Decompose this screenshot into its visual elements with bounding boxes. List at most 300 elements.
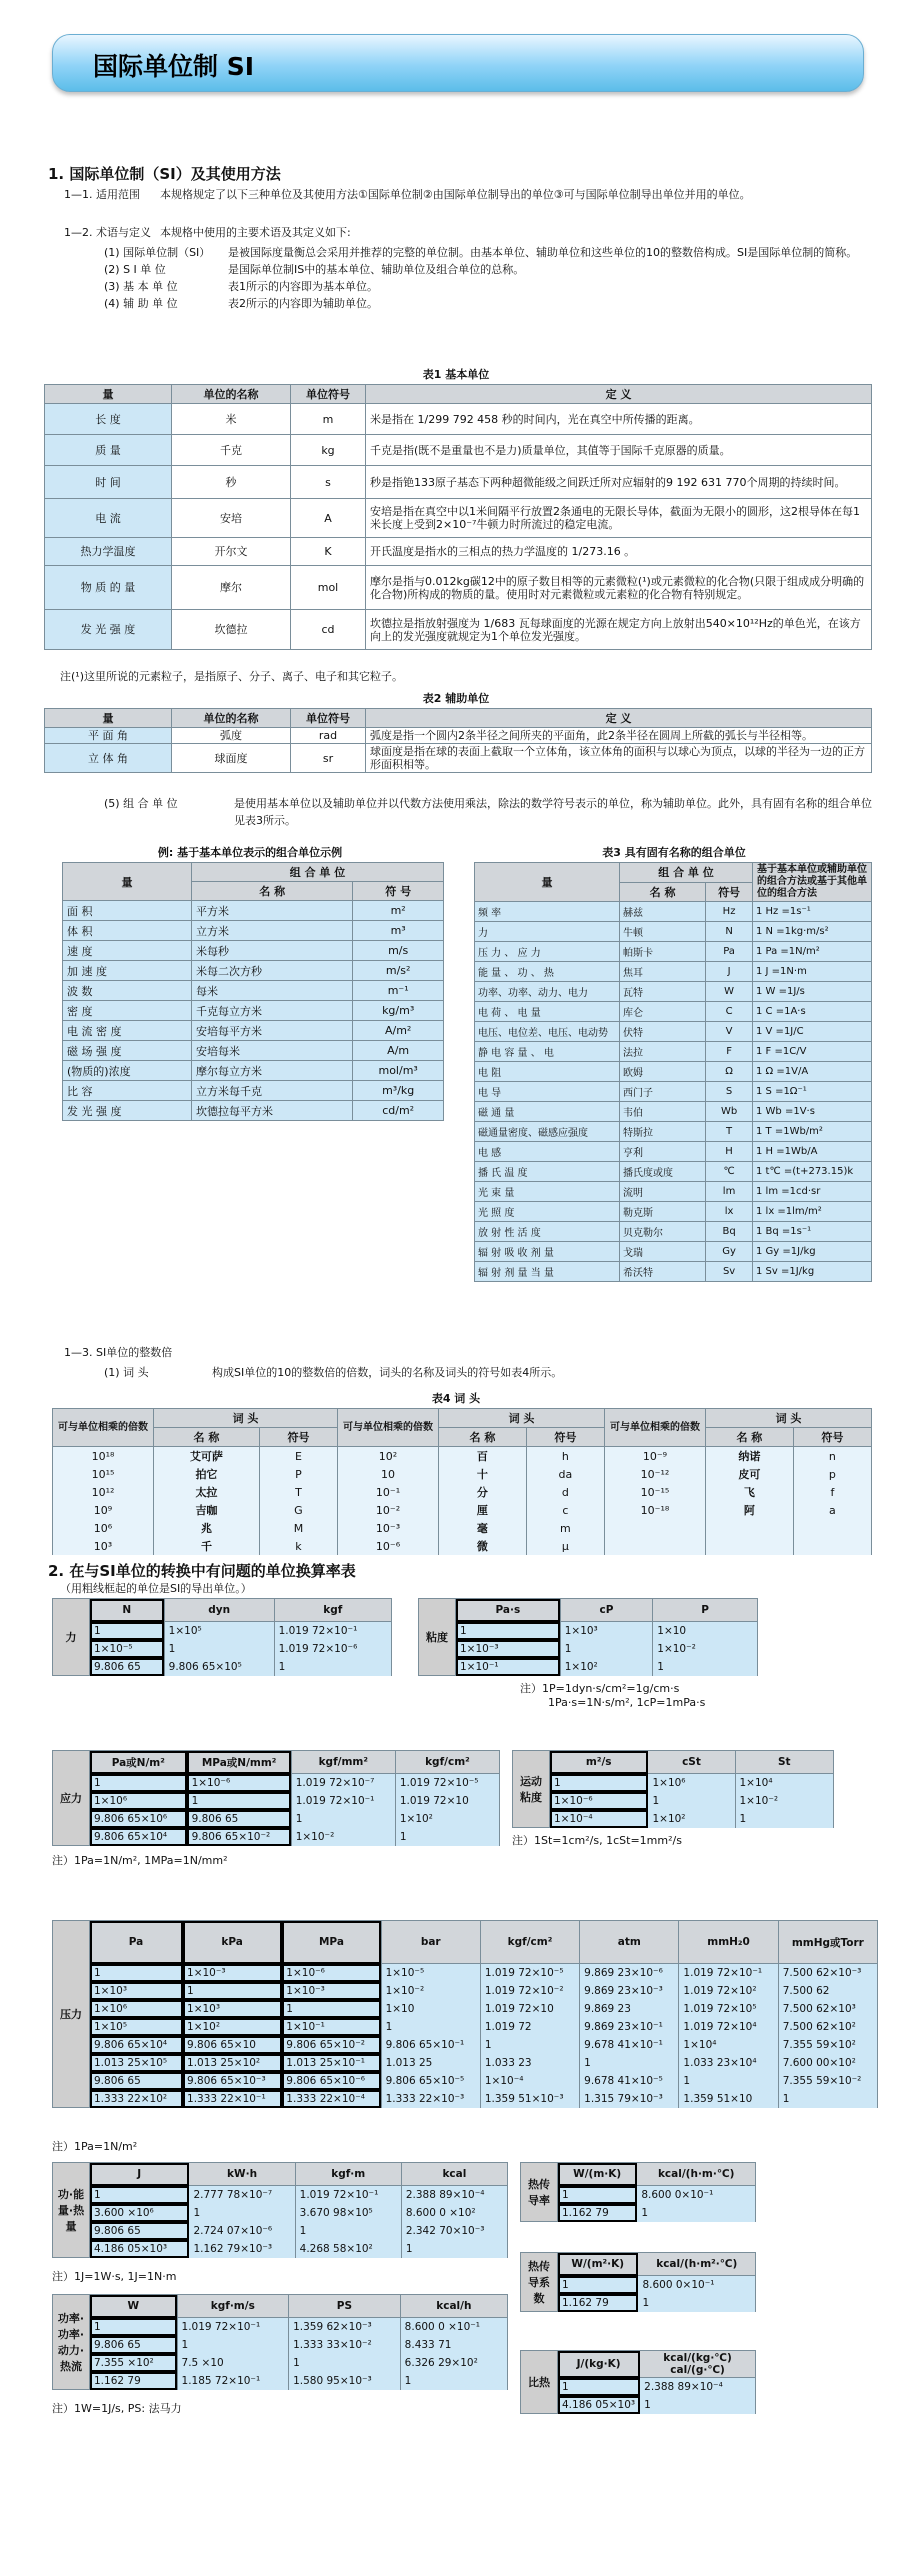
table-row [53, 1828, 500, 1846]
table-row [53, 1982, 878, 2000]
conversion-value: 9.806 65 [90, 1658, 165, 1676]
table-row [63, 981, 444, 1001]
conversion-value: 7.500 62 [778, 1982, 877, 2000]
conversion-value: 1 [558, 2276, 638, 2294]
unit-name-cell: 贝克勒尔 [620, 1222, 706, 1242]
unit-symbol-cell: m² [353, 901, 444, 921]
definition-term: (1) 国际单位制（SI） [104, 246, 211, 259]
t2-caption: 表2 辅助单位 [422, 692, 490, 705]
definition-term: (2) S I 单 位 [104, 263, 166, 276]
unit-symbol-cell: F [706, 1042, 753, 1062]
def5-value: 是使用基本单位以及辅助单位并以代数方法使用乘法，除法的数学符号表示的单位，称为辅助单位。此外，具有固有名称的组合单位见表3所示。 [234, 797, 872, 827]
kinematic-viscosity-table [512, 1750, 834, 1828]
table-row [419, 1658, 758, 1676]
conversion-value: 1×10⁻⁴ [480, 2072, 579, 2090]
definition-cell: 1 V =1J/C [753, 1022, 872, 1042]
conversion-value: 1.359 51×10 [679, 2090, 778, 2108]
quantity-cell: 立 体 角 [45, 744, 172, 773]
unit-symbol-cell: W [706, 982, 753, 1002]
quantity-cell: 播 氏 温 度 [475, 1162, 620, 1182]
energy-conversion-table [52, 2162, 508, 2258]
unit-name-cell: 平方米 [192, 901, 353, 921]
section1-heading: 1. 国际单位制（SI）及其使用方法 [48, 165, 281, 183]
conversion-value: 1.019 72×10⁵ [679, 2000, 778, 2018]
unit-name-cell: 米每秒 [192, 941, 353, 961]
unit-header: W [90, 2295, 178, 2318]
conversion-value: 1 [558, 2186, 637, 2204]
definition-cell: 1 S =1Ω⁻¹ [753, 1082, 872, 1102]
unit-name-cell: 亨利 [620, 1142, 706, 1162]
unit-symbol-cell: Sv [706, 1262, 753, 1282]
conversion-value: 1.013 25×10⁵ [90, 2054, 183, 2072]
conversion-value: 9.806 65 [187, 1810, 291, 1828]
conversion-value: 1 [401, 2240, 507, 2258]
unit-symbol-cell: A/m² [353, 1021, 444, 1041]
conversion-value: 3.600 ×10⁶ [90, 2204, 189, 2222]
definition-text: 是被国际度量衡总会采用并推荐的完整的单位制。由基本单位、辅助单位和这些单位的10的整数倍构成。SI是国际单位制的简称。 [228, 246, 858, 259]
prefix-symbol-cell: a [793, 1501, 871, 1519]
table-row [53, 1622, 392, 1640]
table-row [63, 1081, 444, 1101]
conversion-value: 1 [381, 2018, 480, 2036]
column-header: 单位符号 [291, 709, 366, 728]
multiplier-cell: 10⁻⁶ [338, 1537, 439, 1555]
conversion-value: 1.019 72×10⁻¹ [679, 1964, 778, 1982]
prefix-name-cell: 皮可 [705, 1465, 793, 1483]
conversion-value: 9.806 65×10⁴ [90, 2036, 183, 2054]
table4-prefixes [52, 1408, 872, 1555]
table-row [53, 2354, 508, 2372]
unit-header: kgf·m/s [177, 2295, 289, 2318]
unit-header: kcal/(h·m·℃) [637, 2163, 756, 2186]
quantity-cell: 辐 射 剂 量 当 量 [475, 1262, 620, 1282]
table-row [513, 1751, 834, 1774]
unit-header: J [90, 2163, 189, 2186]
prefix-symbol-cell [793, 1519, 871, 1537]
value-cell: s [291, 466, 366, 499]
table-row [521, 2253, 756, 2276]
multiplier-cell: 10⁻³ [338, 1519, 439, 1537]
conversion-value: 1.162 79×10⁻³ [189, 2240, 295, 2258]
table-row [53, 2163, 508, 2186]
conversion-value: 1 [90, 1622, 165, 1640]
table-row [475, 1182, 872, 1202]
prefix-symbol-cell [793, 1537, 871, 1555]
viscosity-conversion-table [418, 1598, 758, 1676]
conversion-value: 7.5 ×10 [177, 2354, 289, 2372]
prefix-name-cell: 百 [439, 1447, 527, 1466]
definition-cell: 1 N =1kg·m/s² [753, 922, 872, 942]
table2-supplementary-units [44, 708, 872, 773]
r11-label: 1—1. 适用范围 [64, 188, 140, 201]
table-row [45, 728, 872, 744]
s13-label: 1—3. SI单位的整数倍 [64, 1346, 173, 1359]
table-row [53, 1921, 878, 1964]
prefix-symbol-cell: n [793, 1447, 871, 1466]
unit-header: PS [289, 2295, 401, 2318]
value-cell: 坎德拉 [172, 610, 291, 650]
conversion-value: 1×10⁻² [653, 1640, 758, 1658]
unit-symbol-cell: m/s² [353, 961, 444, 981]
table-row [63, 1001, 444, 1021]
unit-header: MPa或N/mm² [187, 1751, 291, 1774]
quantity-cell: 质 量 [45, 435, 172, 466]
unit-symbol-cell: lx [706, 1202, 753, 1222]
section2-sub: （用粗线框起的单位是SI的导出单位。） [60, 1582, 252, 1595]
table-row [53, 2295, 508, 2318]
table-row [475, 863, 872, 883]
conversion-value: 7.355 59×10² [778, 2036, 877, 2054]
column-header: 名 称 [705, 1428, 793, 1447]
definition-cell: 1 W =1J/s [753, 982, 872, 1002]
prefix-name-cell: 艾可萨 [154, 1447, 260, 1466]
conversion-value: 1.162 79 [558, 2204, 637, 2222]
conversion-value: 1.019 72×10 [480, 2000, 579, 2018]
conversion-value: 1 [580, 2054, 679, 2072]
definition-term: (4) 辅 助 单 位 [104, 297, 178, 310]
table-row [63, 941, 444, 961]
conversion-value: 1×10³ [183, 2000, 282, 2018]
conversion-value: 9.806 65×10⁴ [90, 1828, 188, 1846]
t3-caption: 表3 具有固有名称的组合单位 [602, 846, 746, 859]
prefix-symbol-cell: d [526, 1483, 604, 1501]
definition-item [104, 278, 872, 295]
column-header: 名 称 [154, 1428, 260, 1447]
ex-caption: 例: 基于基本单位表示的组合单位示例 [157, 846, 343, 859]
conversion-value: 1×10² [183, 2018, 282, 2036]
unit-header: kgf/cm² [480, 1921, 579, 1964]
definition-cell: 1 Gy =1J/kg [753, 1242, 872, 1262]
unit-symbol-cell: Bq [706, 1222, 753, 1242]
table-row [63, 1021, 444, 1041]
unit-symbol-cell: cd/m² [353, 1101, 444, 1121]
quantity-cell: 电压、电位差、电压、电动势 [475, 1022, 620, 1042]
quantity-label: 运动粘度 [513, 1751, 550, 1828]
conversion-value: 1.019 72×10⁴ [679, 2018, 778, 2036]
quantity-cell: 光 束 量 [475, 1182, 620, 1202]
conversion-value: 9.806 65×10⁻² [187, 1828, 291, 1846]
definition-cell: 米是指在 1/299 792 458 秒的时间内，光在真空中所传播的距离。 [366, 404, 872, 435]
multiplier-cell: 10¹⁵ [53, 1465, 154, 1483]
table-row [53, 1501, 872, 1519]
column-header: 名 称 [439, 1428, 527, 1447]
conversion-value: 1.359 51×10⁻³ [480, 2090, 579, 2108]
table-row [53, 2336, 508, 2354]
multiplier-cell [604, 1537, 705, 1555]
conversion-value: 1×10⁴ [735, 1774, 834, 1792]
conversion-value: 1 [187, 1792, 291, 1810]
thermal-conductivity-table [520, 2162, 756, 2222]
unit-header: N [90, 1599, 165, 1622]
conversion-value: 9.678 41×10⁻⁵ [580, 2072, 679, 2090]
quantity-cell: 频 率 [475, 902, 620, 922]
table-row [475, 1262, 872, 1282]
unit-symbol-cell: m/s [353, 941, 444, 961]
quantity-cell: 电 荷 、 电 量 [475, 1002, 620, 1022]
unit-name-cell: 千克每立方米 [192, 1001, 353, 1021]
table-row [53, 2222, 508, 2240]
quantity-cell: 密 度 [63, 1001, 192, 1021]
prefix-name-cell: 纳诺 [705, 1447, 793, 1466]
conversion-value: 1 [480, 2036, 579, 2054]
table-row [53, 1483, 872, 1501]
unit-name-cell: 立方米每千克 [192, 1081, 353, 1101]
table-row [63, 1061, 444, 1081]
unit-name-cell: 库仑 [620, 1002, 706, 1022]
conversion-value: 9.806 65×10⁻⁵ [381, 2072, 480, 2090]
conversion-value: 1.333 22×10² [90, 2090, 183, 2108]
conversion-value: 7.500 62×10³ [778, 2000, 877, 2018]
quantity-label: 力 [53, 1599, 90, 1676]
multiplier-cell: 10⁻¹² [604, 1465, 705, 1483]
unit-symbol-cell: H [706, 1142, 753, 1162]
conversion-value: 1 [638, 2294, 756, 2312]
definition-cell: 1 Hz =1s⁻¹ [753, 902, 872, 922]
unit-symbol-cell: m³/kg [353, 1081, 444, 1101]
value-cell: mol [291, 566, 366, 610]
prefix-name-cell: 厘 [439, 1501, 527, 1519]
conversion-value: 1.019 72×10⁻⁵ [395, 1774, 499, 1792]
definition-item [104, 261, 872, 278]
conversion-value: 2.724 07×10⁻⁶ [189, 2222, 295, 2240]
conversion-value: 2.388 89×10⁻⁴ [401, 2186, 507, 2204]
conversion-value: 1.019 72×10² [679, 1982, 778, 2000]
conversion-value: 1×10⁻⁶ [282, 1964, 381, 1982]
column-header: 符号 [793, 1428, 871, 1447]
table-row [63, 961, 444, 981]
table-row [475, 982, 872, 1002]
table-row [63, 921, 444, 941]
unit-header: kgf [274, 1599, 391, 1622]
table-row [45, 709, 872, 728]
table-row [475, 1022, 872, 1042]
definition-cell: 1 lx =1lm/m² [753, 1202, 872, 1222]
unit-symbol-cell: Gy [706, 1242, 753, 1262]
table-row [475, 1122, 872, 1142]
prefix-symbol-cell: P [259, 1465, 337, 1483]
unit-name-cell: 希沃特 [620, 1262, 706, 1282]
conversion-value: 1.333 33×10⁻² [289, 2336, 401, 2354]
definition-cell: 千克是指(既不是重量也不是力)质量单位，其值等于国际千克原器的质量。 [366, 435, 872, 466]
unit-name-cell: 米每二次方秒 [192, 961, 353, 981]
conversion-value: 9.869 23 [580, 2000, 679, 2018]
unit-header: kcal [401, 2163, 507, 2186]
table-row [45, 435, 872, 466]
conversion-value: 8.600 0 ×10² [401, 2204, 507, 2222]
unit-name-cell: 韦伯 [620, 1102, 706, 1122]
conversion-value: 7.500 62×10⁻³ [778, 1964, 877, 1982]
prefix-symbol-cell: T [259, 1483, 337, 1501]
column-header: 可与单位相乘的倍数 [338, 1409, 439, 1447]
conversion-value: 7.355 59×10⁻² [778, 2072, 877, 2090]
table-row [475, 1102, 872, 1122]
conversion-value: 1.033 23 [480, 2054, 579, 2072]
unit-symbol-cell: m⁻¹ [353, 981, 444, 1001]
table-row [53, 2090, 878, 2108]
unit-symbol-cell: mol/m³ [353, 1061, 444, 1081]
conversion-value: 1 [177, 2336, 289, 2354]
energy-note: 注）1J=1W·s, 1J=1N·m [52, 2270, 177, 2283]
definition-cell: 1 H =1Wb/A [753, 1142, 872, 1162]
value-cell: 千克 [172, 435, 291, 466]
table-row [53, 1428, 872, 1447]
conversion-value: 1.019 72×10⁻¹ [177, 2318, 289, 2336]
prefix-name-cell: 千 [154, 1537, 260, 1555]
conversion-value: 1 [90, 1774, 188, 1792]
quantity-label: 压力 [53, 1921, 90, 2108]
table-row [521, 2163, 756, 2186]
prefix-name-cell: 十 [439, 1465, 527, 1483]
table-row [45, 566, 872, 610]
conversion-value: 8.600 0 ×10⁻¹ [400, 2318, 507, 2336]
conversion-value: 1.333 22×10⁻³ [381, 2090, 480, 2108]
unit-header: mmHg或Torr [778, 1921, 877, 1964]
conversion-value: 9.869 23×10⁻⁶ [580, 1964, 679, 1982]
conversion-value: 1 [274, 1658, 391, 1676]
conversion-value: 9.869 23×10⁻¹ [580, 2018, 679, 2036]
unit-header: kcal/(kg·℃) cal/(g·℃) [640, 2351, 756, 2378]
kvisc-note: 注）1St=1cm²/s, 1cSt=1mm²/s [512, 1834, 682, 1847]
conversion-value: 1 [550, 1774, 648, 1792]
multiplier-cell: 10 [338, 1465, 439, 1483]
table-row [53, 2240, 508, 2258]
unit-symbol-cell: ℃ [706, 1162, 753, 1182]
quantity-cell: 压 力 、 应 力 [475, 942, 620, 962]
conversion-value: 1×10⁻¹ [282, 2018, 381, 2036]
prefix-symbol-cell: M [259, 1519, 337, 1537]
table-row [53, 2036, 878, 2054]
table-row [513, 1810, 834, 1828]
definition-cell: 秒是指铯133原子基态下两种超微能级之间跃迁所对应辐射的9 192 631 770个周期的持续时间。 [366, 466, 872, 499]
table-row [45, 466, 872, 499]
definition-cell: 1 Wb =1V·s [753, 1102, 872, 1122]
unit-symbol-cell: m³ [353, 921, 444, 941]
prefix-symbol-cell: G [259, 1501, 337, 1519]
unit-header: W/(m²·K) [558, 2253, 638, 2276]
conversion-value: 1 [456, 1622, 561, 1640]
unit-name-cell: 播氏度或度 [620, 1162, 706, 1182]
quantity-cell: 平 面 角 [45, 728, 172, 744]
prefix-symbol-cell: f [793, 1483, 871, 1501]
conversion-value: 1×10² [560, 1658, 653, 1676]
unit-header: dyn [164, 1599, 274, 1622]
conversion-value: 1×10⁵ [164, 1622, 274, 1640]
table-row [53, 1599, 392, 1622]
prefix-name-cell: 兆 [154, 1519, 260, 1537]
quantity-label: 应力 [53, 1751, 90, 1846]
unit-symbol-cell: T [706, 1122, 753, 1142]
unit-name-cell: 勒克斯 [620, 1202, 706, 1222]
conversion-value: 1×10⁻³ [456, 1640, 561, 1658]
conversion-value: 1.033 23×10⁴ [679, 2054, 778, 2072]
table-row [45, 744, 872, 773]
column-header: 定 义 [366, 385, 872, 404]
conversion-value: 1.333 22×10⁻⁴ [282, 2090, 381, 2108]
unit-symbol-cell: N [706, 922, 753, 942]
unit-name-cell: 安培每米 [192, 1041, 353, 1061]
conversion-value: 9.806 65×10⁻² [282, 2036, 381, 2054]
conversion-value: 1×10⁻² [735, 1792, 834, 1810]
title-banner [52, 34, 864, 92]
column-header: 词 头 [154, 1409, 338, 1428]
conversion-value: 9.806 65 [90, 2222, 189, 2240]
definition-cell: 1 C =1A·s [753, 1002, 872, 1022]
conversion-value: 1×10³ [90, 1982, 183, 2000]
quantity-label: 热传导系数 [521, 2253, 558, 2312]
value-cell: m [291, 404, 366, 435]
conversion-value: 1 [282, 2000, 381, 2018]
quantity-cell: 力 [475, 922, 620, 942]
quantity-cell: 辐 射 吸 收 剂 量 [475, 1242, 620, 1262]
prefix-symbol-cell: da [526, 1465, 604, 1483]
table-row [53, 2000, 878, 2018]
unit-name-cell: 欧姆 [620, 1062, 706, 1082]
unit-name-cell: 帕斯卡 [620, 942, 706, 962]
unit-name-cell: 瓦特 [620, 982, 706, 1002]
conversion-value: 1 [648, 1792, 735, 1810]
unit-symbol-cell: V [706, 1022, 753, 1042]
conversion-value: 1 [90, 1964, 183, 1982]
conversion-value: 1 [295, 2222, 401, 2240]
table-row [521, 2351, 756, 2378]
quantity-cell: (物质的)浓度 [63, 1061, 192, 1081]
prefix-symbol-cell: μ [526, 1537, 604, 1555]
column-header: 名 称 [192, 882, 353, 901]
quantity-label: 粘度 [419, 1599, 456, 1676]
conversion-value: 1 [637, 2204, 756, 2222]
multiplier-cell: 10⁻¹ [338, 1483, 439, 1501]
conversion-value: 1×10² [648, 1810, 735, 1828]
value-cell: K [291, 538, 366, 566]
table-row [53, 2372, 508, 2390]
table-row [45, 404, 872, 435]
table-row [475, 902, 872, 922]
conversion-value: 1×10⁻⁴ [550, 1810, 648, 1828]
unit-name-cell: 伏特 [620, 1022, 706, 1042]
quantity-cell: 热力学温度 [45, 538, 172, 566]
table-row [475, 1142, 872, 1162]
table-row [45, 385, 872, 404]
column-header: 名 称 [620, 882, 706, 902]
conversion-value: 4.268 58×10² [295, 2240, 401, 2258]
conversion-value: 1×10⁵ [90, 2018, 183, 2036]
column-header: 定 义 [366, 709, 872, 728]
quantity-label: 热传导率 [521, 2163, 558, 2222]
column-header: 组 合 单 位 [620, 863, 753, 883]
quantity-cell: 长 度 [45, 404, 172, 435]
table-row [513, 1792, 834, 1810]
value-cell: 米 [172, 404, 291, 435]
column-header: 量 [475, 863, 620, 902]
definition-cell: 1 Sv =1J/kg [753, 1262, 872, 1282]
unit-header: kcal/h [400, 2295, 507, 2318]
table-row [53, 1658, 392, 1676]
column-header: 符号 [706, 882, 753, 902]
unit-header: cSt [648, 1751, 735, 1774]
value-cell: 摩尔 [172, 566, 291, 610]
prefix-symbol-cell: c [526, 1501, 604, 1519]
unit-header: Pa·s [456, 1599, 561, 1622]
quantity-label: 功率·功率·动力·热流 [53, 2295, 90, 2390]
conversion-value: 1 [395, 1828, 499, 1846]
conversion-value: 9.678 41×10⁻¹ [580, 2036, 679, 2054]
definition-cell: 摩尔是指与0.012kg碳12中的原子数目相等的元素微粒(¹)或元素微粒的化合物(只限于组成成分明确的化合物)所构成的物质的量。使用时对元素微粒或元素粒的化合物有特别规定。 [366, 566, 872, 610]
prefix-name-cell: 拍它 [154, 1465, 260, 1483]
quantity-cell: 电 流 [45, 499, 172, 538]
conversion-value: 1×10⁶ [90, 1792, 188, 1810]
quantity-cell: 面 积 [63, 901, 192, 921]
quantity-cell: 波 数 [63, 981, 192, 1001]
